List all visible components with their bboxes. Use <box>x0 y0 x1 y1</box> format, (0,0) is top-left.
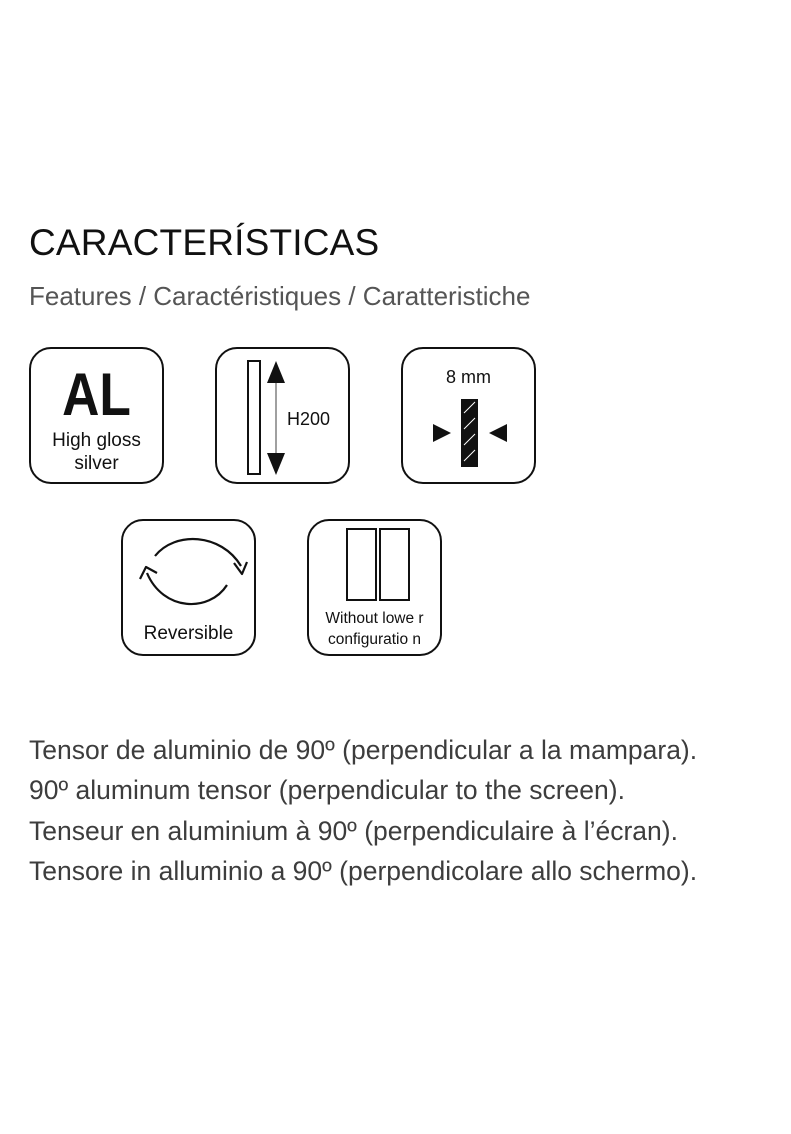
description-es: Tensor de aluminio de 90º (perpendicular a la mampara). <box>29 735 698 765</box>
lower-config-line1: Without lowe r <box>325 610 424 627</box>
height-arrow-icon <box>217 349 352 486</box>
lower-config-line2: configuratio n <box>327 631 422 648</box>
reversible-badge <box>121 519 256 656</box>
height-label: H200 <box>287 409 331 429</box>
description-fr: Tenseur en aluminium à 90º (perpendiculaire à l’écran). <box>29 815 678 846</box>
description-en: 90º aluminum tensor (perpendicular to the screen). <box>29 775 625 806</box>
material-finish-line1: High gloss <box>52 430 141 451</box>
thickness-label: 8 mm <box>446 367 491 387</box>
page-subtitle: Features / Caractéristiques / Caratteristiche <box>29 281 531 311</box>
thickness-badge <box>401 347 536 484</box>
material-badge <box>29 347 164 484</box>
description-it: Tensore in alluminio a 90º (perpendicolare allo schermo). <box>29 855 698 886</box>
material-finish-line2: silver <box>74 453 119 474</box>
material-code: AL <box>62 361 131 428</box>
glass-thickness-icon <box>403 349 538 486</box>
page-title: CARACTERÍSTICAS <box>29 222 380 263</box>
description <box>29 730 697 891</box>
height-badge <box>215 347 350 484</box>
reversible-label: Reversible <box>143 623 234 644</box>
lower-config-badge <box>307 519 442 656</box>
